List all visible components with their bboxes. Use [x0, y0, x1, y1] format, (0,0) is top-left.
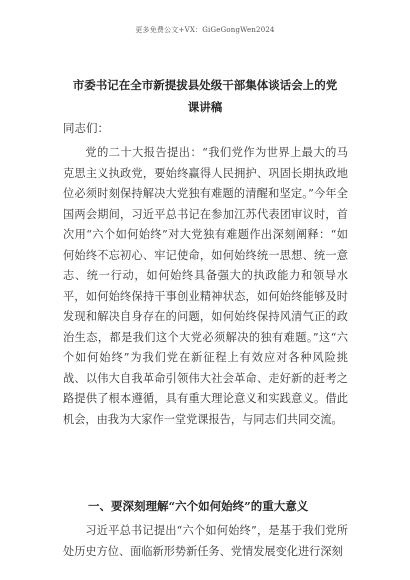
document-title: 市委书记在全市新提拔县处级干部集体谈话会上的党课讲稿	[72, 78, 338, 114]
body-paragraph-2	[63, 521, 348, 562]
paragraph-text: 习近平总书记提出“六个如何始终”，是基于我们党所处历史方位、面临新形势新任务、党情发展变化进行深刻	[63, 524, 348, 558]
body-paragraph-1	[63, 143, 348, 430]
section-heading: 一、要深刻理解“六个如何始终”的重大意义	[88, 499, 309, 513]
paragraph-text: 党的二十大报告提出：“我们党作为世界上最大的马克思主义执政党，要始终赢得人民拥护、巩固长期执政地位必须时刻保持解决大党独有难题的清醒和坚定。”今年全国两会期间，习近平总书记在参加江苏代表团审议时，首次用“六个如何始终”对大党独有难题作出深刻阐释：“如何始终不忘初心、牢记使命，如何始终统一思想、统一意志、统一行动，如何始终具备强大的执政能力和领导水平，如何始终保持干事创业精神状态，如何始终能够及时发现和解决自身存在的问题，如何始终保持风清气正的政治生态，都是我们这个大党必须解决的独有难题。”这“六个如何始终”为我们党在新征程上有效应对各种风险挑战、以伟大自我革命引领伟大社会革命、走好新的赶考之路提供了根本遵循，具有重大理论意义和实践意义。借此机会，由我为大家作一堂党课报告，与同志们共同交流。	[63, 146, 348, 426]
header-note: 更多免费公文+VX：GiGeGongWen2024	[135, 26, 275, 34]
salutation: 同志们：	[63, 121, 109, 135]
